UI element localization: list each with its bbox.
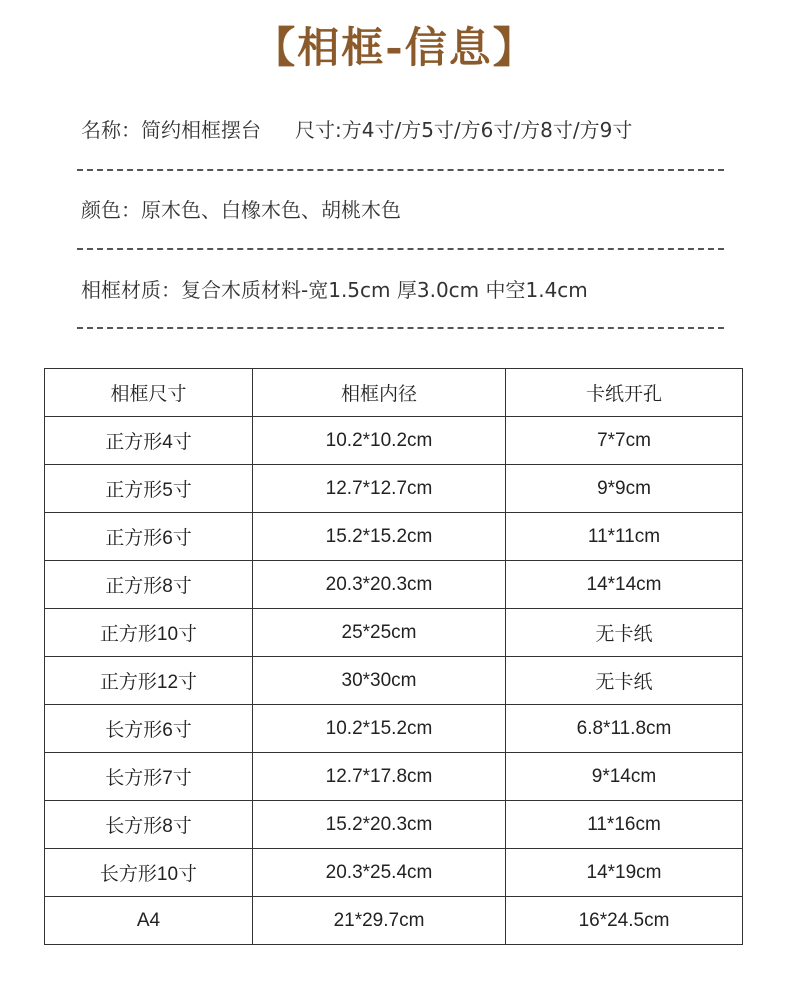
size-spec-table — [44, 368, 743, 945]
product-sizes: 尺寸:方4寸/方5寸/方6寸/方8寸/方9寸 — [295, 118, 633, 142]
cell-frame-size: 正方形12寸 — [45, 657, 253, 705]
cell-frame-size: 长方形6寸 — [45, 705, 253, 753]
cell-inner-diameter: 20.3*25.4cm — [253, 849, 506, 897]
material-line: 相框材质：复合木质材料-宽1.5cm 厚3.0cm 中空1.4cm — [81, 278, 588, 302]
cell-inner-diameter: 25*25cm — [253, 609, 506, 657]
cell-mat-opening: 11*11cm — [506, 513, 743, 561]
name-size-line — [81, 116, 632, 144]
cell-frame-size: 正方形8寸 — [45, 561, 253, 609]
header-inner-diameter: 相框内径 — [253, 369, 506, 417]
cell-frame-size: 正方形4寸 — [45, 417, 253, 465]
cell-frame-size: 正方形10寸 — [45, 609, 253, 657]
table-header-row — [45, 369, 743, 417]
cell-frame-size: 长方形7寸 — [45, 753, 253, 801]
table-row — [45, 417, 743, 465]
cell-mat-opening: 9*14cm — [506, 753, 743, 801]
cell-frame-size: 长方形8寸 — [45, 801, 253, 849]
table-row — [45, 753, 743, 801]
cell-inner-diameter: 15.2*20.3cm — [253, 801, 506, 849]
cell-mat-opening: 14*14cm — [506, 561, 743, 609]
table-row — [45, 561, 743, 609]
cell-mat-opening: 7*7cm — [506, 417, 743, 465]
cell-mat-opening: 6.8*11.8cm — [506, 705, 743, 753]
page-title: 【相框-信息】 — [253, 23, 537, 72]
table-row — [45, 801, 743, 849]
dashed-divider — [77, 248, 724, 250]
table-row — [45, 897, 743, 945]
cell-inner-diameter: 10.2*10.2cm — [253, 417, 506, 465]
cell-inner-diameter: 30*30cm — [253, 657, 506, 705]
table-row — [45, 609, 743, 657]
cell-frame-size: A4 — [45, 897, 253, 945]
cell-frame-size: 长方形10寸 — [45, 849, 253, 897]
product-name: 名称：简约相框摆台 — [81, 118, 261, 142]
cell-mat-opening: 14*19cm — [506, 849, 743, 897]
dashed-divider — [77, 169, 724, 171]
cell-inner-diameter: 15.2*15.2cm — [253, 513, 506, 561]
table-row — [45, 849, 743, 897]
cell-mat-opening: 无卡纸 — [506, 657, 743, 705]
color-line: 颜色：原木色、白橡木色、胡桃木色 — [81, 198, 401, 222]
cell-frame-size: 正方形5寸 — [45, 465, 253, 513]
cell-mat-opening: 11*16cm — [506, 801, 743, 849]
cell-mat-opening: 无卡纸 — [506, 609, 743, 657]
cell-inner-diameter: 20.3*20.3cm — [253, 561, 506, 609]
table-row — [45, 657, 743, 705]
cell-inner-diameter: 10.2*15.2cm — [253, 705, 506, 753]
dashed-divider — [77, 327, 724, 329]
cell-inner-diameter: 21*29.7cm — [253, 897, 506, 945]
table-row — [45, 513, 743, 561]
table-row — [45, 465, 743, 513]
cell-inner-diameter: 12.7*12.7cm — [253, 465, 506, 513]
header-frame-size: 相框尺寸 — [45, 369, 253, 417]
cell-mat-opening: 9*9cm — [506, 465, 743, 513]
cell-inner-diameter: 12.7*17.8cm — [253, 753, 506, 801]
cell-mat-opening: 16*24.5cm — [506, 897, 743, 945]
cell-frame-size: 正方形6寸 — [45, 513, 253, 561]
header-mat-opening: 卡纸开孔 — [506, 369, 743, 417]
table-row — [45, 705, 743, 753]
